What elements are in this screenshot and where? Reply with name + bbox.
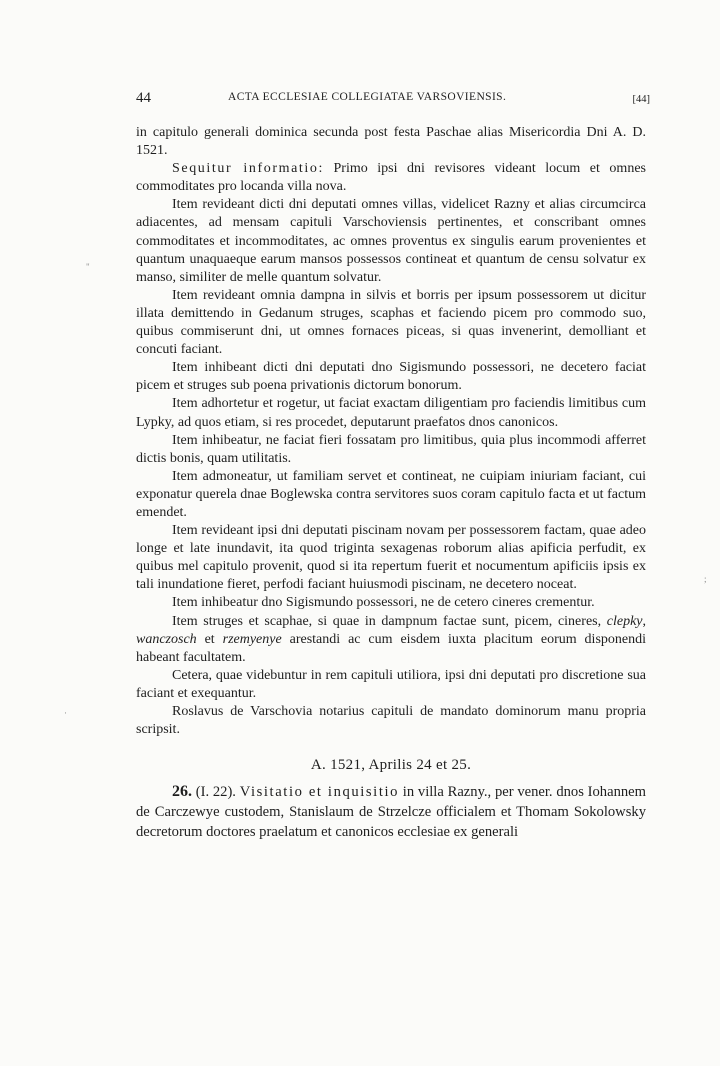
italic-term: rzemyenye bbox=[222, 631, 282, 647]
entry-reference: (I. 22). bbox=[192, 784, 240, 801]
margin-mark: ; bbox=[704, 574, 707, 584]
paragraph-text: Primo ipsi dni revisores videant locum et omnes commoditates pro locanda villa nova. bbox=[136, 161, 646, 195]
paragraph: Item admoneatur, ut familiam servet et contineat, ne cuipiam iniuriam faciant, cui exponatur querela dnae Boglewska contra servitores suos coram capitulo facta et ut factum emendet. bbox=[136, 468, 646, 520]
entry-number: 26. bbox=[172, 783, 192, 801]
margin-mark: " bbox=[86, 262, 90, 272]
italic-term: clepky bbox=[606, 613, 643, 629]
entry-paragraph bbox=[136, 782, 646, 842]
paragraph: Item revideant ipsi dni deputati piscinam novam per possessorem factam, quae adeo longe et late inundavit, ita quod triginta sexagenas roborum alias apificia perfudit, ex quibus mel capitulo provenit, quod si ita repertum fuerit et nocumentum apificiis ipsis ex tali inundatione fieret, perfodi faciant huiusmodi piscinam, ne decetero noceat. bbox=[136, 523, 646, 593]
italic-term: wanczosch bbox=[136, 631, 197, 647]
entry-title: Visitatio et inquisitio bbox=[239, 784, 400, 801]
paragraph: Item inhibeant dicti dni deputati dno Sigismundo possessori, ne decetero faciat picem et struges sub poena privationis dictorum bonorum. bbox=[136, 360, 646, 394]
paragraph: Item inhibeatur, ne faciat fieri fossatam pro limitibus, quia plus incommodi afferret dictis bonis, quam utilitatis. bbox=[136, 432, 646, 466]
paragraph: Item adhortetur et rogetur, ut faciat exactam diligentiam pro faciendis limitibus cum Lypky, ad quos etiam, si res procedet, deputarunt praefatos dnos canonicos. bbox=[136, 396, 646, 430]
paragraph: Item revideant omnia dampna in silvis et borris per ipsum possessorem ut dicitur illata demittendo in Gedanum struges, scaphas et faciendo picem pro commodo suo, quibus commiserunt dni, ut omnes fornaces piceas, si quas invenerint, demolliant et concuti faciant. bbox=[136, 287, 646, 358]
paragraph-text: arestandi ac cum eisdem iuxta placitum eorum disponendi habeant facultatem. bbox=[136, 631, 646, 665]
paragraph: Item inhibeatur dno Sigismundo possessori, ne de cetero cineres crementur. bbox=[172, 595, 595, 611]
paragraph: Cetera, quae videbuntur in rem capituli utiliora, ipsi dni deputati pro discretione sua faciant et exequantur. bbox=[136, 667, 646, 701]
paragraph-label: Sequitur informatio: bbox=[172, 161, 324, 177]
margin-mark: · bbox=[64, 708, 67, 718]
page-header bbox=[136, 90, 650, 112]
paragraph: in capitulo generali dominica secunda post festa Paschae alias Misericordia Dni A. D. 1521. bbox=[136, 125, 646, 159]
paragraph: Item revideant dicti dni deputati omnes villas, videlicet Razny et alias circumcirca adiacentes, ad mensam capituli Varschoviensis pertinentes, et conscribant omnes commoditates et incommoditates, ac omnes proventus ex singulis earum provenientes et quantum unaquaeque earum mansos possessos contineat et quantum de censu solvatur ex manso, similiter de melle quantum solvatur. bbox=[136, 197, 646, 285]
date-heading: A. 1521, Aprilis 24 et 25. bbox=[310, 757, 472, 774]
entry-text: in villa Razny., per vener. dnos Iohannem de Carczewye custodem, Stanislaum de Strzelcze officialem et Thomam Sokolowsky decretorum doctores praelatum et canonicos ecclesiae ex generali bbox=[136, 784, 646, 841]
paragraph-text: Item struges et scaphae, si quae in dampnum factae sunt, picem, cineres, bbox=[172, 613, 607, 629]
bracket-page-number: [44] bbox=[632, 94, 650, 105]
page-number: 44 bbox=[136, 90, 151, 106]
paragraph: Roslavus de Varschovia notarius capituli de mandato dominorum manu propria scripsit. bbox=[136, 704, 646, 738]
paragraph-text: , bbox=[642, 613, 646, 629]
running-title: ACTA ECCLESIAE COLLEGIATAE VARSOVIENSIS. bbox=[228, 91, 507, 103]
document-body bbox=[136, 124, 646, 842]
paragraph-text: et bbox=[196, 631, 223, 647]
paragraph bbox=[136, 160, 646, 196]
paragraph bbox=[136, 613, 646, 667]
